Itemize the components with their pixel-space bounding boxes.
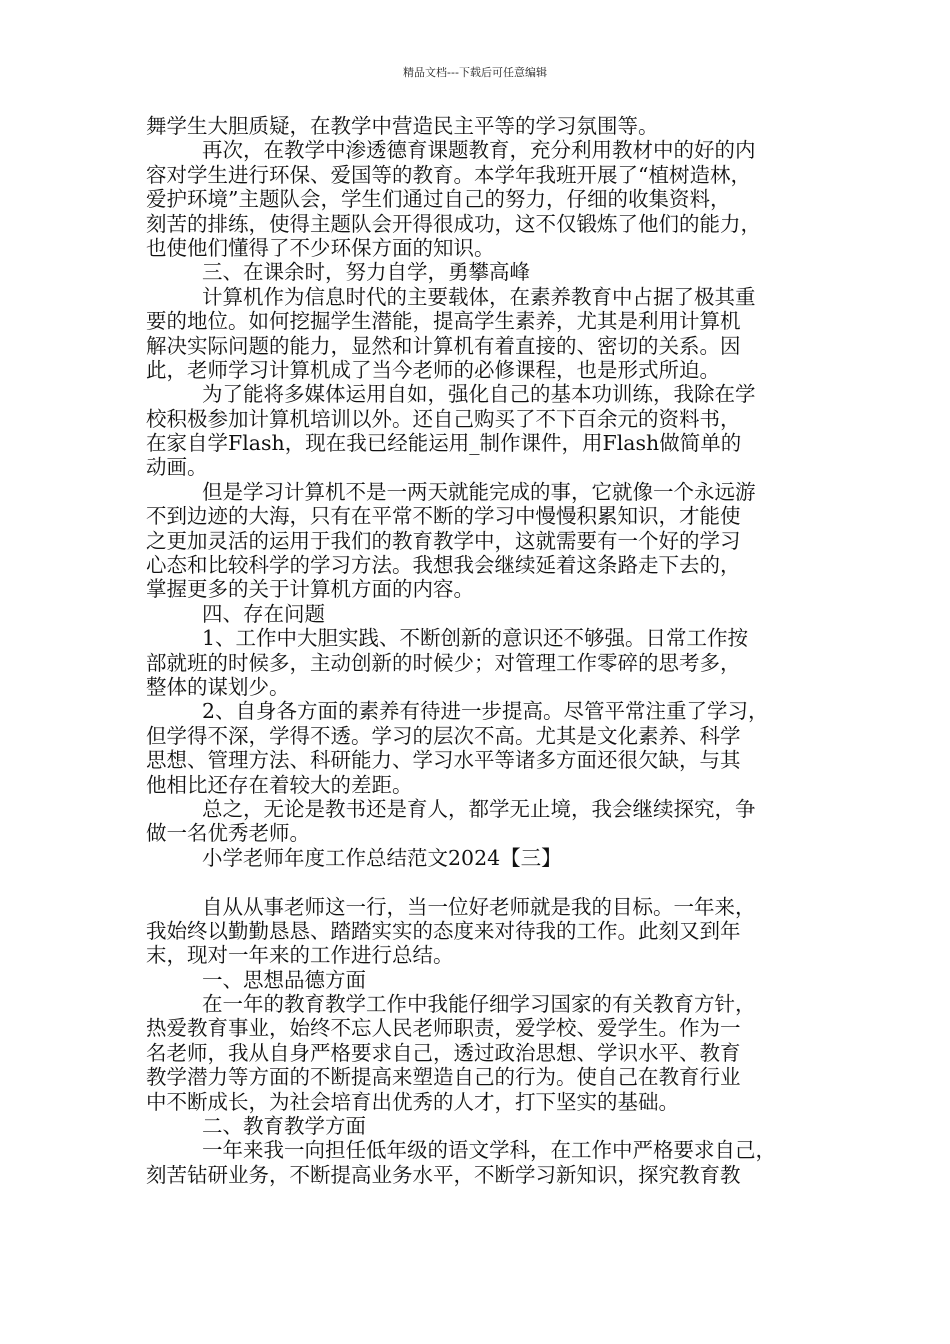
text-line: 刻苦钻研业务，不断提高业务水平，不断学习新知识，探究教育教 [146,1162,741,1187]
text-line: 舞学生大胆质疑，在教学中营造民主平等的学习氛围等。 [146,114,659,138]
text-line: 容对学生进行环保、爱国等的教育。本学年我班开展了“植树造林， [146,162,751,187]
text-line: 为了能将多媒体运用自如，强化自己的基本功训练，我除在学 [202,382,756,407]
text-line: 计算机作为信息时代的主要载体，在素养教育中占据了极其重 [202,284,756,309]
text-line: 2、自身各方面的素养有待进一步提高。尽管平常注重了学习， [202,699,769,724]
blank-line [146,870,814,894]
text-line: 部就班的时候多，主动创新的时候少；对管理工作零碎的思考多， [146,650,741,675]
text-line: 掌握更多的关于计算机方面的内容。 [146,577,474,602]
text-line: 要的地位。如何挖掘学生潜能，提高学生素养，尤其是利用计算机 [146,309,741,334]
text-line: 一年来我一向担任低年级的语文学科，在工作中严格要求自己， [202,1138,776,1163]
text-line: 动画。 [146,455,208,480]
text-line: 1、工作中大胆实践、不断创新的意识还不够强。日常工作按 [202,626,749,651]
page-header: 精品文档---下载后可任意编辑 [403,66,547,79]
text-line: 小学老师年度工作总结范文2024【三】 [202,845,562,870]
text-line: 在一年的教育教学工作中我能仔细学习国家的有关教育方针， [202,992,756,1017]
text-line: 此，老师学习计算机成了当今老师的必修课程，也是形式所迫。 [146,357,720,382]
text-line: 思想、管理方法、科研能力、学习水平等诸多方面还很欠缺，与其 [146,748,741,773]
text-line: 心态和比较科学的学习方法。我想我会继续延着这条路走下去的， [146,553,741,578]
text-line: 二、教育教学方面 [202,1114,366,1139]
text-line: 四、存在问题 [202,601,325,626]
text-line: 不到边迹的大海，只有在平常不断的学习中慢慢积累知识，才能使 [146,504,741,529]
text-line: 之更加灵活的运用于我们的教育教学中，这就需要有一个好的学习 [146,528,741,553]
text-line: 再次，在教学中渗透德育课题教育，充分利用教材中的好的内 [202,138,756,163]
text-line: 也使他们懂得了不少环保方面的知识。 [146,235,495,260]
text-line: 总之，无论是教书还是育人，都学无止境，我会继续探究，争 [202,796,756,821]
text-line: 中不断成长，为社会培育出优秀的人才，打下坚实的基础。 [146,1089,679,1114]
text-line: 校积极参加计算机培训以外。还自己购买了不下百余元的资料书， [146,406,741,431]
text-line: 刻苦的排练，使得主题队会开得很成功，这不仅锻炼了他们的能力， [146,211,761,236]
text-line: 爱护环境”主题队会，学生们通过自己的努力，仔细的收集资料， [146,187,731,212]
text-line: 他相比还存在着较大的差距。 [146,772,413,797]
document-body [146,114,814,1187]
text-line: 整体的谋划少。 [146,674,290,699]
text-line: 教学潜力等方面的不断提高来塑造自己的行为。使自己在教育行业 [146,1065,741,1090]
text-line: 但是学习计算机不是一两天就能完成的事，它就像一个永远游 [202,479,756,504]
text-line: 自从从事老师这一行，当一位好老师就是我的目标。一年来， [202,894,756,919]
text-line: 但学得不深，学得不透。学习的层次不高。尤其是文化素养、科学 [146,723,741,748]
text-line: 一、思想品德方面 [202,967,366,992]
text-line: 解决实际问题的能力，显然和计算机有着直接的、密切的关系。因 [146,333,741,358]
text-line: 做一名优秀老师。 [146,821,310,846]
text-line: 末，现对一年来的工作进行总结。 [146,943,454,968]
text-line: 在家自学Flash，现在我已经能运用_制作课件，用Flash做简单的 [146,431,742,456]
text-line: 三、在课余时，努力自学，勇攀高峰 [202,260,530,285]
text-line: 名老师，我从自身严格要求自己，透过政治思想、学识水平、教育 [146,1040,741,1065]
text-line: 热爱教育事业，始终不忘人民老师职责，爱学校、爱学生。作为一 [146,1016,741,1041]
text-line: 我始终以勤勤恳恳、踏踏实实的态度来对待我的工作。此刻又到年 [146,918,741,943]
